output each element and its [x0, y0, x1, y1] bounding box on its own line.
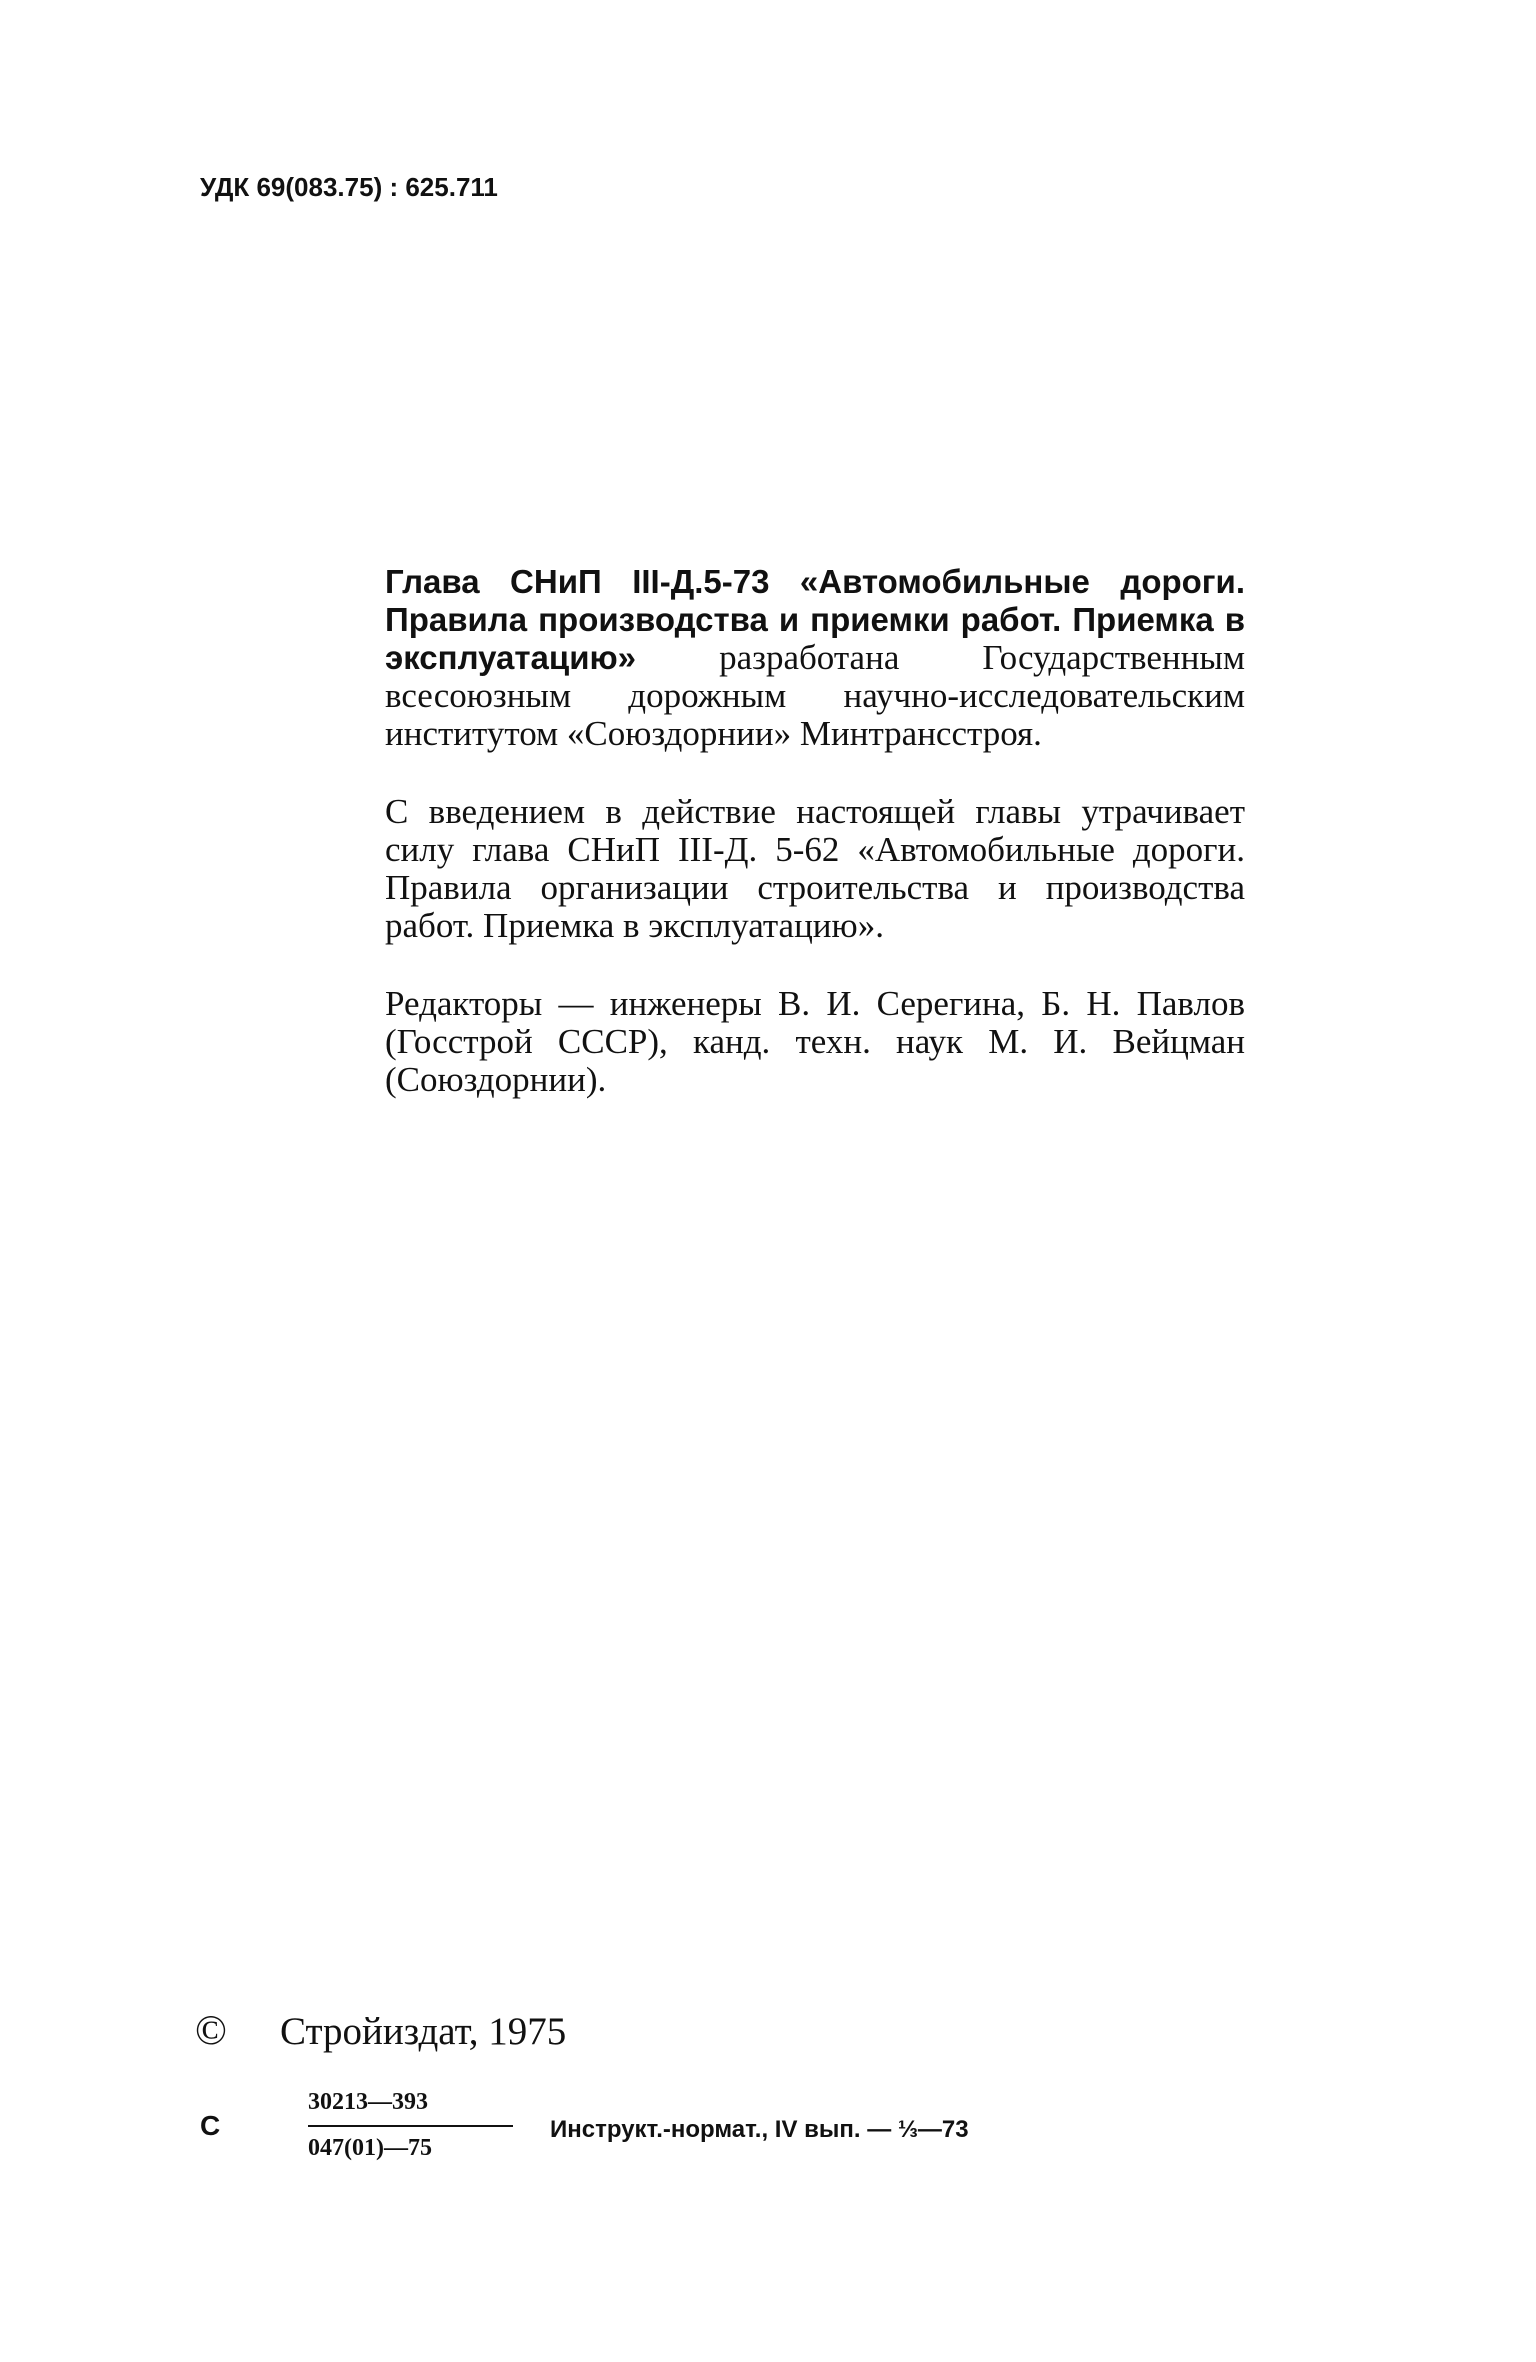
udk-code: УДК 69(083.75) : 625.711 — [200, 172, 498, 202]
copyright-symbol: © — [195, 2008, 227, 2054]
document-title: Глава СНиП III-Д.5-73 «Автомобильные дороги. Правила производства и приемки работ. Приемка в эксплуатацию» — [385, 563, 1245, 676]
paragraph-authorship — [385, 563, 1245, 753]
index-numerator: 30213—393 — [308, 2089, 428, 2115]
paragraph-supersedes: С введением в действие настоящей главы утрачивает силу глава СНиП III-Д. 5-62 «Автомобильные дороги. Правила организации строительства и производства работ. Приемка в эксплуатацию». — [385, 792, 1245, 945]
publisher-year: Стройиздат, 1975 — [280, 2009, 567, 2053]
index-denominator: 047(01)—75 — [308, 2135, 432, 2161]
instruction-note: Инструкт.-нормат., IV вып. — ⅓—73 — [550, 2116, 969, 2143]
fraction-bar — [308, 2125, 513, 2127]
imprint-text-block — [385, 563, 1245, 1099]
copyright-line — [195, 2007, 566, 2055]
publication-index-fraction — [308, 2085, 513, 2165]
index-letter: С — [200, 2110, 221, 2141]
paragraph-editors: Редакторы — инженеры В. И. Серегина, Б. Н. Павлов (Госстрой СССР), канд. техн. наук М. И. Вейцман (Союздорнии). — [385, 984, 1245, 1099]
authorship-text: разработана Государственным всесоюзным дорожным научно-исследовательским институтом «Союздорнии» Минтрансстроя. — [385, 638, 1245, 753]
